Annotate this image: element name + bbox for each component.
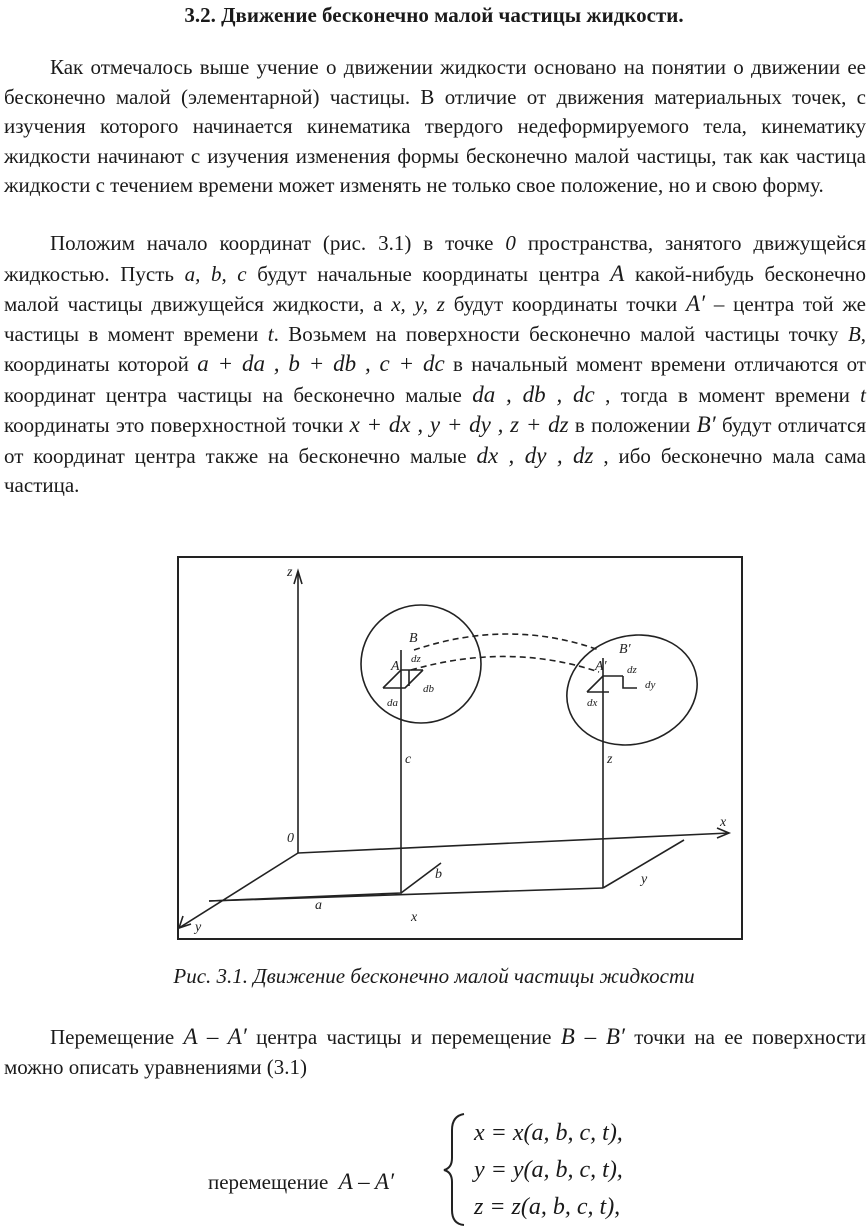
left-brace: [440, 1112, 468, 1227]
label-z-coord: z: [607, 752, 613, 767]
label-point-a-prime: A′: [595, 659, 607, 674]
text: будут координаты точки: [444, 292, 686, 316]
paragraph-intro: Как отмечалось выше учение о движении жидкости основано на понятии о движении ее бесконечно малой (элементарной) частицы. В отличие от движения материальных точек, с изучения которого начинается кинематика твердого недеформируемого тела, кинематику жидкости начинают с изучения изменения формы бесконечно малой частицы, так как частица жидкости с течением времени может изменять не только свое положение, но и свою форму.: [4, 55, 866, 197]
text: центра частицы и перемещение: [246, 1025, 561, 1049]
label-db: db: [423, 683, 434, 695]
coords-abc: a, b, c: [184, 261, 247, 286]
y-axis: [179, 853, 298, 928]
label-dz-current: dz: [627, 664, 637, 676]
projection-a: [209, 668, 401, 901]
point-a-prime: A′: [686, 291, 706, 316]
label-x-coord: x: [411, 910, 418, 925]
formula-dx-dy-dz: dx , dy , dz: [476, 442, 594, 468]
text: , координаты которой: [4, 321, 867, 376]
x-axis: [298, 833, 729, 853]
figure-drawing: [179, 558, 741, 938]
box-a: [383, 670, 423, 688]
equation-y: y = y(a, b, c, t),: [474, 1157, 623, 1183]
text: в положении: [568, 413, 697, 437]
formula-da-db-dc: da , db , dc: [472, 381, 595, 407]
text: . Возьмем на поверхности бесконечно малой частицы точку: [273, 321, 848, 346]
label-dz-initial: dz: [411, 653, 421, 665]
formula-a-a-prime: A – A′: [338, 1169, 395, 1194]
paragraph-displacement: [4, 1022, 866, 1082]
label-origin: 0: [287, 831, 294, 846]
equation-x: x = x(a, b, c, t),: [474, 1120, 623, 1146]
text: координаты это поверхностной точки: [4, 413, 350, 437]
text: Положим начало координат (рис. 3.1) в точке: [50, 231, 506, 255]
text: , ибо бесконечно мала сама частица.: [4, 443, 866, 497]
figure-caption: Рис. 3.1. Движение бесконечно малой частицы жидкости: [173, 964, 695, 988]
label-dx: dx: [587, 697, 598, 709]
text: какой-нибудь бесконечно малой частицы движущейся жидкости, а: [4, 261, 866, 316]
box-a-base: [383, 670, 423, 688]
label-point-a: A: [391, 659, 400, 674]
paragraph-coordinates: [4, 229, 866, 501]
point-o: 0: [505, 231, 516, 255]
label-dy: dy: [645, 679, 656, 691]
section-title: 3.2. Движение бесконечно малой частицы жидкости.: [184, 3, 684, 27]
label-point-b-prime: B′: [619, 642, 631, 657]
label-y-axis: y: [195, 920, 202, 935]
point-b-prime: B′: [696, 412, 716, 437]
text: пространства, занятого движущейся жидкостью. Пусть: [4, 231, 866, 286]
label-b: b: [435, 867, 442, 882]
equation-label: [208, 1168, 394, 1196]
text: Перемещение: [50, 1025, 184, 1049]
label-point-b: B: [409, 631, 418, 646]
label-z-axis: z: [287, 565, 293, 580]
formula-initial-b: a + da , b + db , c + dc: [197, 351, 445, 376]
particle-current: [554, 620, 711, 760]
label-da: da: [387, 697, 398, 709]
equation-z: z = z(a, b, c, t),: [474, 1194, 621, 1220]
box-a-prime: [587, 676, 623, 692]
time-t: t: [267, 321, 274, 346]
trajectory-a: [411, 656, 599, 672]
time-t: t: [860, 382, 866, 407]
text: точки на ее поверхности можно описать уравнениями (3.1): [4, 1025, 866, 1079]
label-a: a: [315, 898, 322, 913]
point-b: B: [847, 321, 861, 346]
text: будут отличатся от координат центра также на бесконечно малые: [4, 413, 866, 468]
label-y-coord: y: [641, 872, 648, 887]
coords-xyz: x, y, z: [391, 292, 445, 316]
text: будут начальные координаты центра: [246, 261, 611, 286]
edge-dy: [623, 676, 637, 688]
text: перемещение: [208, 1170, 329, 1194]
label-c: c: [405, 752, 412, 767]
text: – центра той же частицы в момент времени: [4, 292, 866, 346]
trajectory-b: [414, 634, 599, 650]
text: , тогда в момент времени: [594, 382, 861, 407]
text: в начальный момент времени отличаются от координат центра частицы на бесконечно малые: [4, 352, 866, 407]
figure-particle-motion: [177, 556, 743, 940]
formula-b-b-prime: B – B′: [560, 1024, 625, 1049]
particle-initial: [361, 605, 481, 723]
formula-a-a-prime: A – A′: [183, 1024, 247, 1049]
formula-current-b: x + dx , y + dy , z + dz: [349, 412, 569, 437]
point-a: A: [610, 260, 625, 286]
label-x-axis: x: [720, 815, 727, 830]
